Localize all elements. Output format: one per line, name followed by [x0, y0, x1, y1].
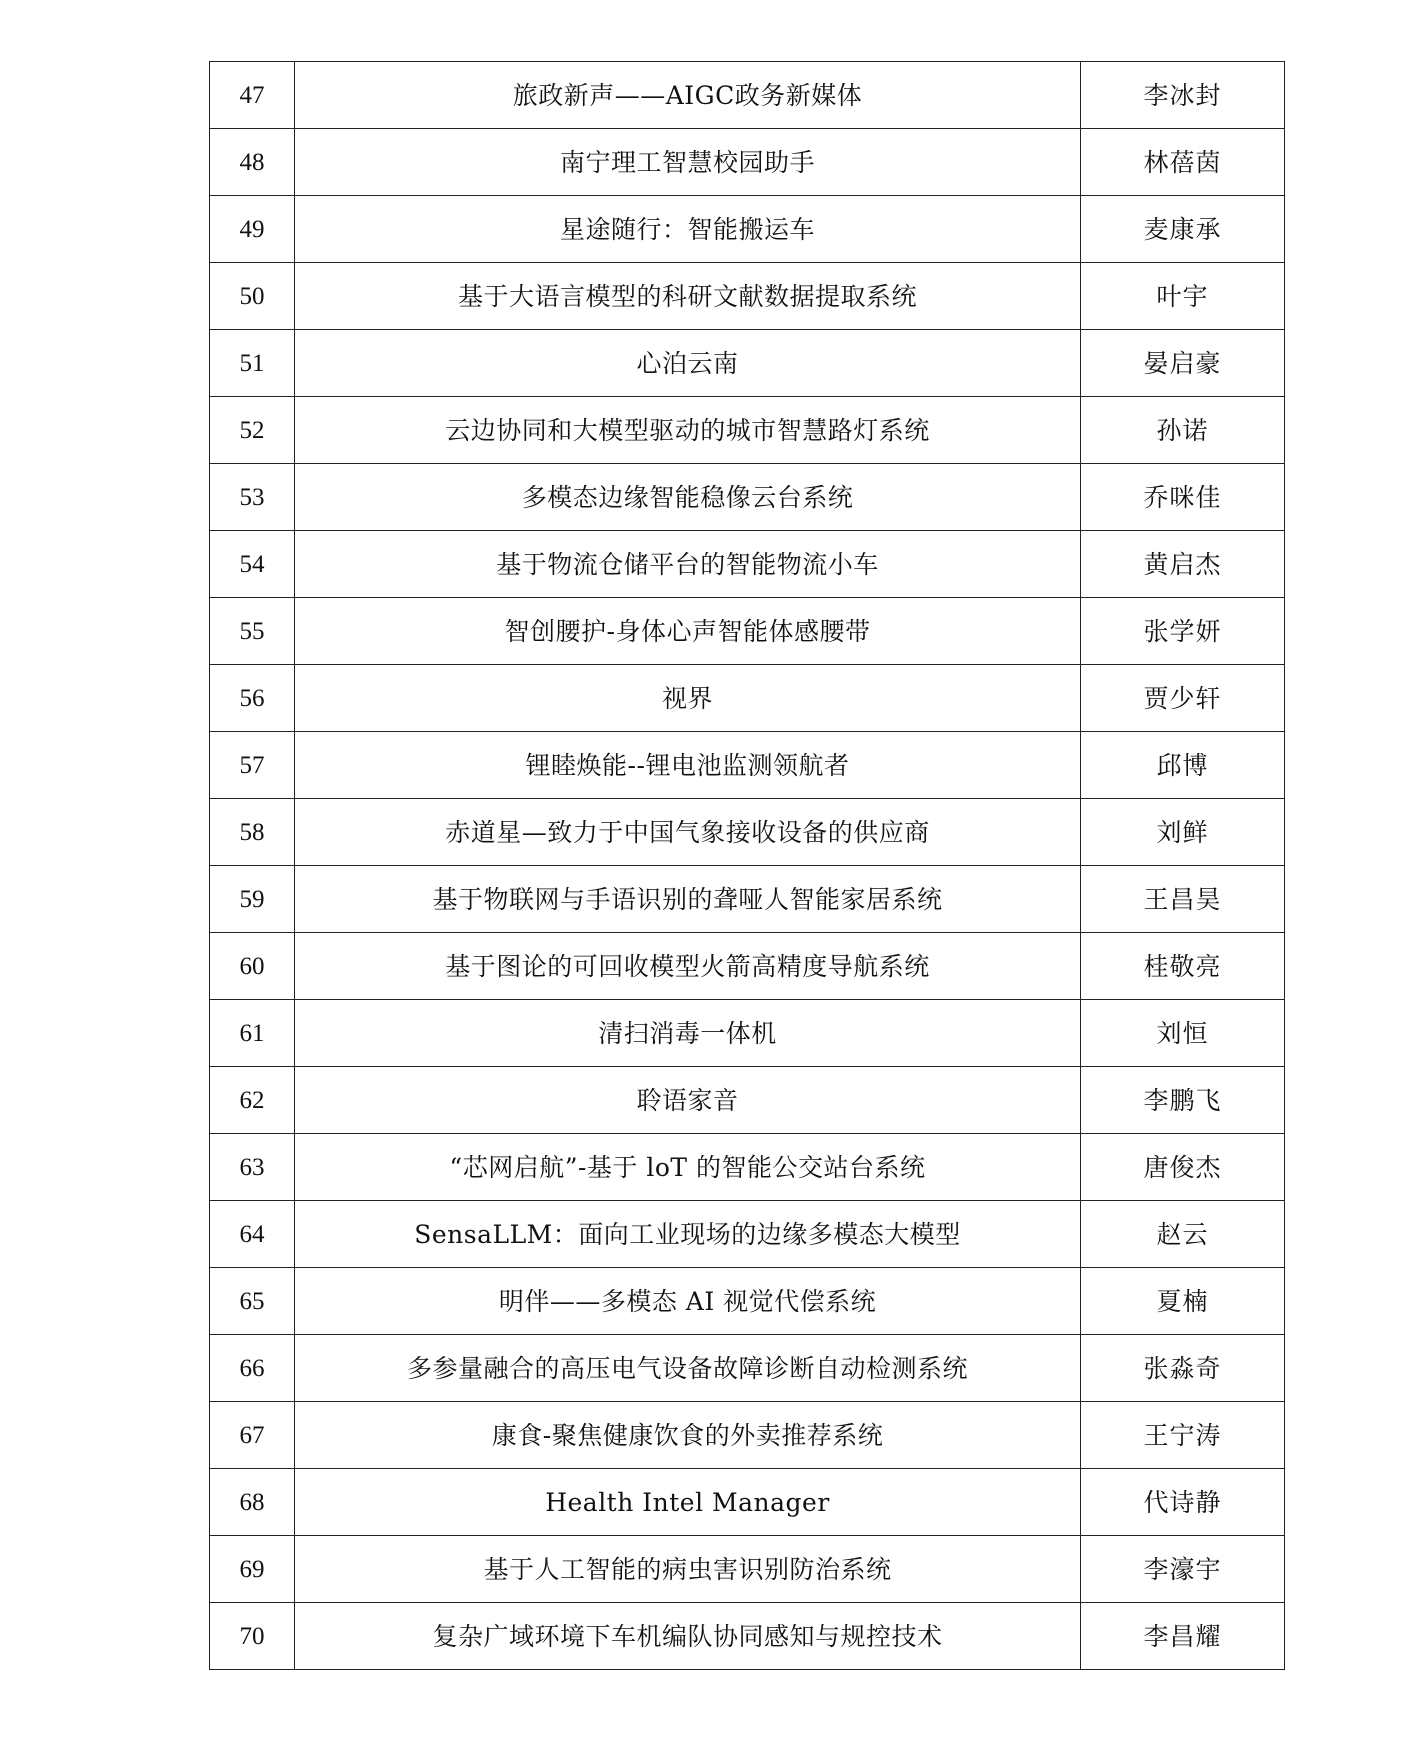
leader-name-cell: 桂敬亮: [1081, 933, 1285, 1000]
leader-name-cell: 张淼奇: [1081, 1335, 1285, 1402]
table-row: [210, 531, 1285, 598]
row-number-cell: 63: [210, 1134, 295, 1201]
project-list-table: [209, 61, 1285, 1670]
row-number-cell: 55: [210, 598, 295, 665]
table-row: [210, 464, 1285, 531]
leader-name-cell: 刘恒: [1081, 1000, 1285, 1067]
project-title-cell: 赤道星—致力于中国气象接收设备的供应商: [295, 799, 1081, 866]
leader-name-cell: 李濠宇: [1081, 1536, 1285, 1603]
row-number-cell: 67: [210, 1402, 295, 1469]
project-title-cell: 多模态边缘智能稳像云台系统: [295, 464, 1081, 531]
leader-name-cell: 李鹏飞: [1081, 1067, 1285, 1134]
project-title-cell: 基于人工智能的病虫害识别防治系统: [295, 1536, 1081, 1603]
leader-name-cell: 乔咪佳: [1081, 464, 1285, 531]
project-title-cell: 锂睦焕能--锂电池监测领航者: [295, 732, 1081, 799]
row-number-cell: 64: [210, 1201, 295, 1268]
table-row: [210, 665, 1285, 732]
table-row: [210, 933, 1285, 1000]
row-number-cell: 62: [210, 1067, 295, 1134]
row-number-cell: 52: [210, 397, 295, 464]
leader-name-cell: 叶宇: [1081, 263, 1285, 330]
table-row: [210, 732, 1285, 799]
project-title-cell: 心泊云南: [295, 330, 1081, 397]
project-title-cell: 视界: [295, 665, 1081, 732]
table-row: [210, 799, 1285, 866]
project-title-cell: Health Intel Manager: [295, 1469, 1081, 1536]
table-row: [210, 1335, 1285, 1402]
table-row: [210, 129, 1285, 196]
project-title-cell: 基于图论的可回收模型火箭高精度导航系统: [295, 933, 1081, 1000]
table-row: [210, 1000, 1285, 1067]
project-title-cell: 基于大语言模型的科研文献数据提取系统: [295, 263, 1081, 330]
row-number-cell: 57: [210, 732, 295, 799]
table-row: [210, 330, 1285, 397]
leader-name-cell: 张学妍: [1081, 598, 1285, 665]
table-body: [210, 62, 1285, 1670]
leader-name-cell: 晏启豪: [1081, 330, 1285, 397]
row-number-cell: 51: [210, 330, 295, 397]
row-number-cell: 49: [210, 196, 295, 263]
table-row: [210, 1536, 1285, 1603]
leader-name-cell: 刘鲜: [1081, 799, 1285, 866]
table-row: [210, 866, 1285, 933]
project-title-cell: 多参量融合的高压电气设备故障诊断自动检测系统: [295, 1335, 1081, 1402]
row-number-cell: 47: [210, 62, 295, 129]
table-row: [210, 1603, 1285, 1670]
row-number-cell: 54: [210, 531, 295, 598]
row-number-cell: 65: [210, 1268, 295, 1335]
row-number-cell: 61: [210, 1000, 295, 1067]
leader-name-cell: 李昌耀: [1081, 1603, 1285, 1670]
row-number-cell: 58: [210, 799, 295, 866]
table-row: [210, 196, 1285, 263]
leader-name-cell: 王昌昊: [1081, 866, 1285, 933]
table-row: [210, 397, 1285, 464]
leader-name-cell: 王宁涛: [1081, 1402, 1285, 1469]
project-title-cell: 聆语家音: [295, 1067, 1081, 1134]
row-number-cell: 66: [210, 1335, 295, 1402]
leader-name-cell: 贾少轩: [1081, 665, 1285, 732]
table-row: [210, 598, 1285, 665]
row-number-cell: 60: [210, 933, 295, 1000]
table-row: [210, 1268, 1285, 1335]
project-title-cell: 基于物联网与手语识别的聋哑人智能家居系统: [295, 866, 1081, 933]
project-title-cell: 南宁理工智慧校园助手: [295, 129, 1081, 196]
table-row: [210, 1067, 1285, 1134]
row-number-cell: 70: [210, 1603, 295, 1670]
row-number-cell: 53: [210, 464, 295, 531]
table-row: [210, 263, 1285, 330]
leader-name-cell: 麦康承: [1081, 196, 1285, 263]
project-title-cell: 基于物流仓储平台的智能物流小车: [295, 531, 1081, 598]
row-number-cell: 59: [210, 866, 295, 933]
project-title-cell: 康食-聚焦健康饮食的外卖推荐系统: [295, 1402, 1081, 1469]
leader-name-cell: 黄启杰: [1081, 531, 1285, 598]
project-title-cell: 明伴——多模态 AI 视觉代偿系统: [295, 1268, 1081, 1335]
row-number-cell: 56: [210, 665, 295, 732]
table-row: [210, 62, 1285, 129]
row-number-cell: 50: [210, 263, 295, 330]
row-number-cell: 68: [210, 1469, 295, 1536]
project-title-cell: 复杂广域环境下车机编队协同感知与规控技术: [295, 1603, 1081, 1670]
table-row: [210, 1402, 1285, 1469]
table-row: [210, 1469, 1285, 1536]
leader-name-cell: 孙诺: [1081, 397, 1285, 464]
leader-name-cell: 赵云: [1081, 1201, 1285, 1268]
project-title-cell: 清扫消毒一体机: [295, 1000, 1081, 1067]
project-title-cell: 旅政新声——AIGC政务新媒体: [295, 62, 1081, 129]
table-row: [210, 1134, 1285, 1201]
leader-name-cell: 代诗静: [1081, 1469, 1285, 1536]
leader-name-cell: 李冰封: [1081, 62, 1285, 129]
leader-name-cell: 唐俊杰: [1081, 1134, 1285, 1201]
leader-name-cell: 邱博: [1081, 732, 1285, 799]
project-title-cell: 星途随行：智能搬运车: [295, 196, 1081, 263]
row-number-cell: 69: [210, 1536, 295, 1603]
project-title-cell: 云边协同和大模型驱动的城市智慧路灯系统: [295, 397, 1081, 464]
leader-name-cell: 夏楠: [1081, 1268, 1285, 1335]
leader-name-cell: 林蓓茵: [1081, 129, 1285, 196]
project-title-cell: SensaLLM：面向工业现场的边缘多模态大模型: [295, 1201, 1081, 1268]
project-title-cell: 智创腰护-身体心声智能体感腰带: [295, 598, 1081, 665]
table-row: [210, 1201, 1285, 1268]
row-number-cell: 48: [210, 129, 295, 196]
project-title-cell: “芯网启航”-基于 loT 的智能公交站台系统: [295, 1134, 1081, 1201]
